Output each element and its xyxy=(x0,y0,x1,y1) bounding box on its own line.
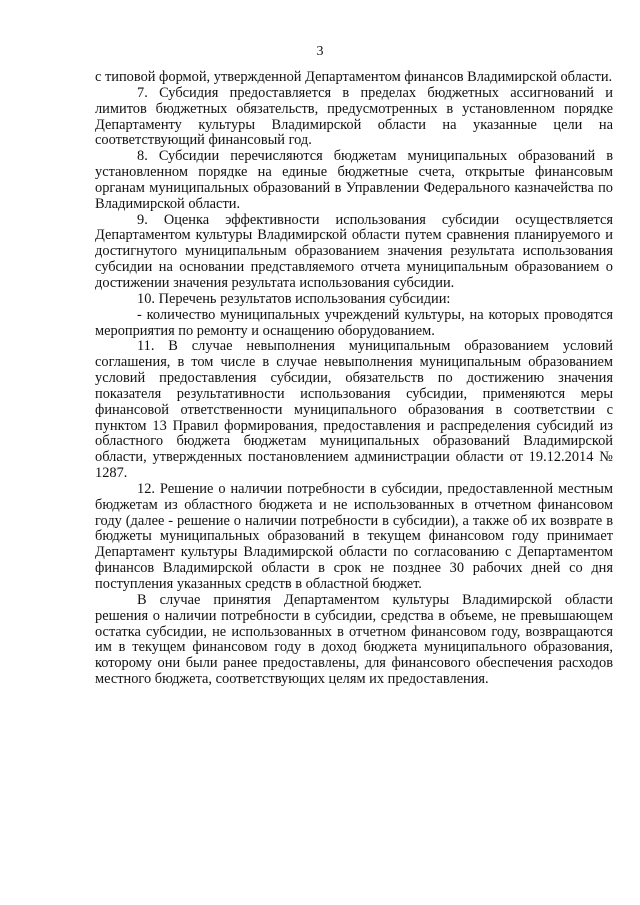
paragraph-9: 9. Оценка эффективности использования субсидии осуществляется Департаментом культуры Владимирской области путем сравнения планируемого и достигнутого муниципальным образованием значения результата использования субсидии на основании представляемого отчета муниципальным образованием о достижении значения результата использования субсидии. xyxy=(95,211,613,291)
paragraph-7: 7. Субсидия предоставляется в пределах бюджетных ассигнований и лимитов бюджетных обязательств, предусмотренных в установленном порядке Департаменту культуры Владимирской области на указанные цели на соответствующий финансовый год. xyxy=(95,84,613,149)
paragraph-11: 11. В случае невыполнения муниципальным образованием условий соглашения, в том числе в случае невыполнения муниципальным образованием условий предоставления субсидии, обязательств по достижению значения показателя результативности использования субсидии, применяются меры финансовой ответственности муниципального образования в соответствии с пунктом 13 Правил формирования, предоставления и распределения субсидий из областного бюджета бюджетам муниципальных образований Владимирской области, утвержденных постановлением администрации области от 19.12.2014 № 1287. xyxy=(95,338,613,482)
paragraph-12: 12. Решение о наличии потребности в субсидии, предоставленной местным бюджетам из областного бюджета и не использованных в отчетном финансовом году (далее - решение о наличии потребности в субсидии), а также об их возврате в бюджеты муниципальных образований в текущем финансовом году принимает Департамент культуры Владимирской области по согласованию с Департаментом финансов Владимирской области в срок не позднее 30 рабочих дней со дня поступления указанных средств в областной бюджет. xyxy=(95,480,613,592)
paragraph-8: 8. Субсидии перечисляются бюджетам муниципальных образований в установленном порядке на единые бюджетные счета, открытые финансовым органам муниципальных образований в Управлении Федерального казначейства по Владимирской области. xyxy=(95,148,613,212)
page-number: 3 xyxy=(316,44,324,59)
paragraph-continuation: с типовой формой, утвержденной Департаментом финансов Владимирской области. xyxy=(95,69,613,85)
document-body xyxy=(95,70,613,688)
paragraph-12-continuation: В случае принятия Департаментом культуры Владимирской области решения о наличии потребности в субсидии, средства в объеме, не превышающем остатка субсидии, не использованных в отчетном финансовом году, возвращаются им в текущем финансовом году в доход бюджета муниципального образования, которому они были ранее предоставлены, для финансового обеспечения расходов местного бюджета, соответствующих целям их предоставления. xyxy=(95,591,613,688)
paragraph-10: 10. Перечень результатов использования субсидии: xyxy=(137,290,451,307)
paragraph-10-item: - количество муниципальных учреждений культуры, на которых проводятся мероприятия по ремонту и оснащению оборудованием. xyxy=(95,306,613,339)
